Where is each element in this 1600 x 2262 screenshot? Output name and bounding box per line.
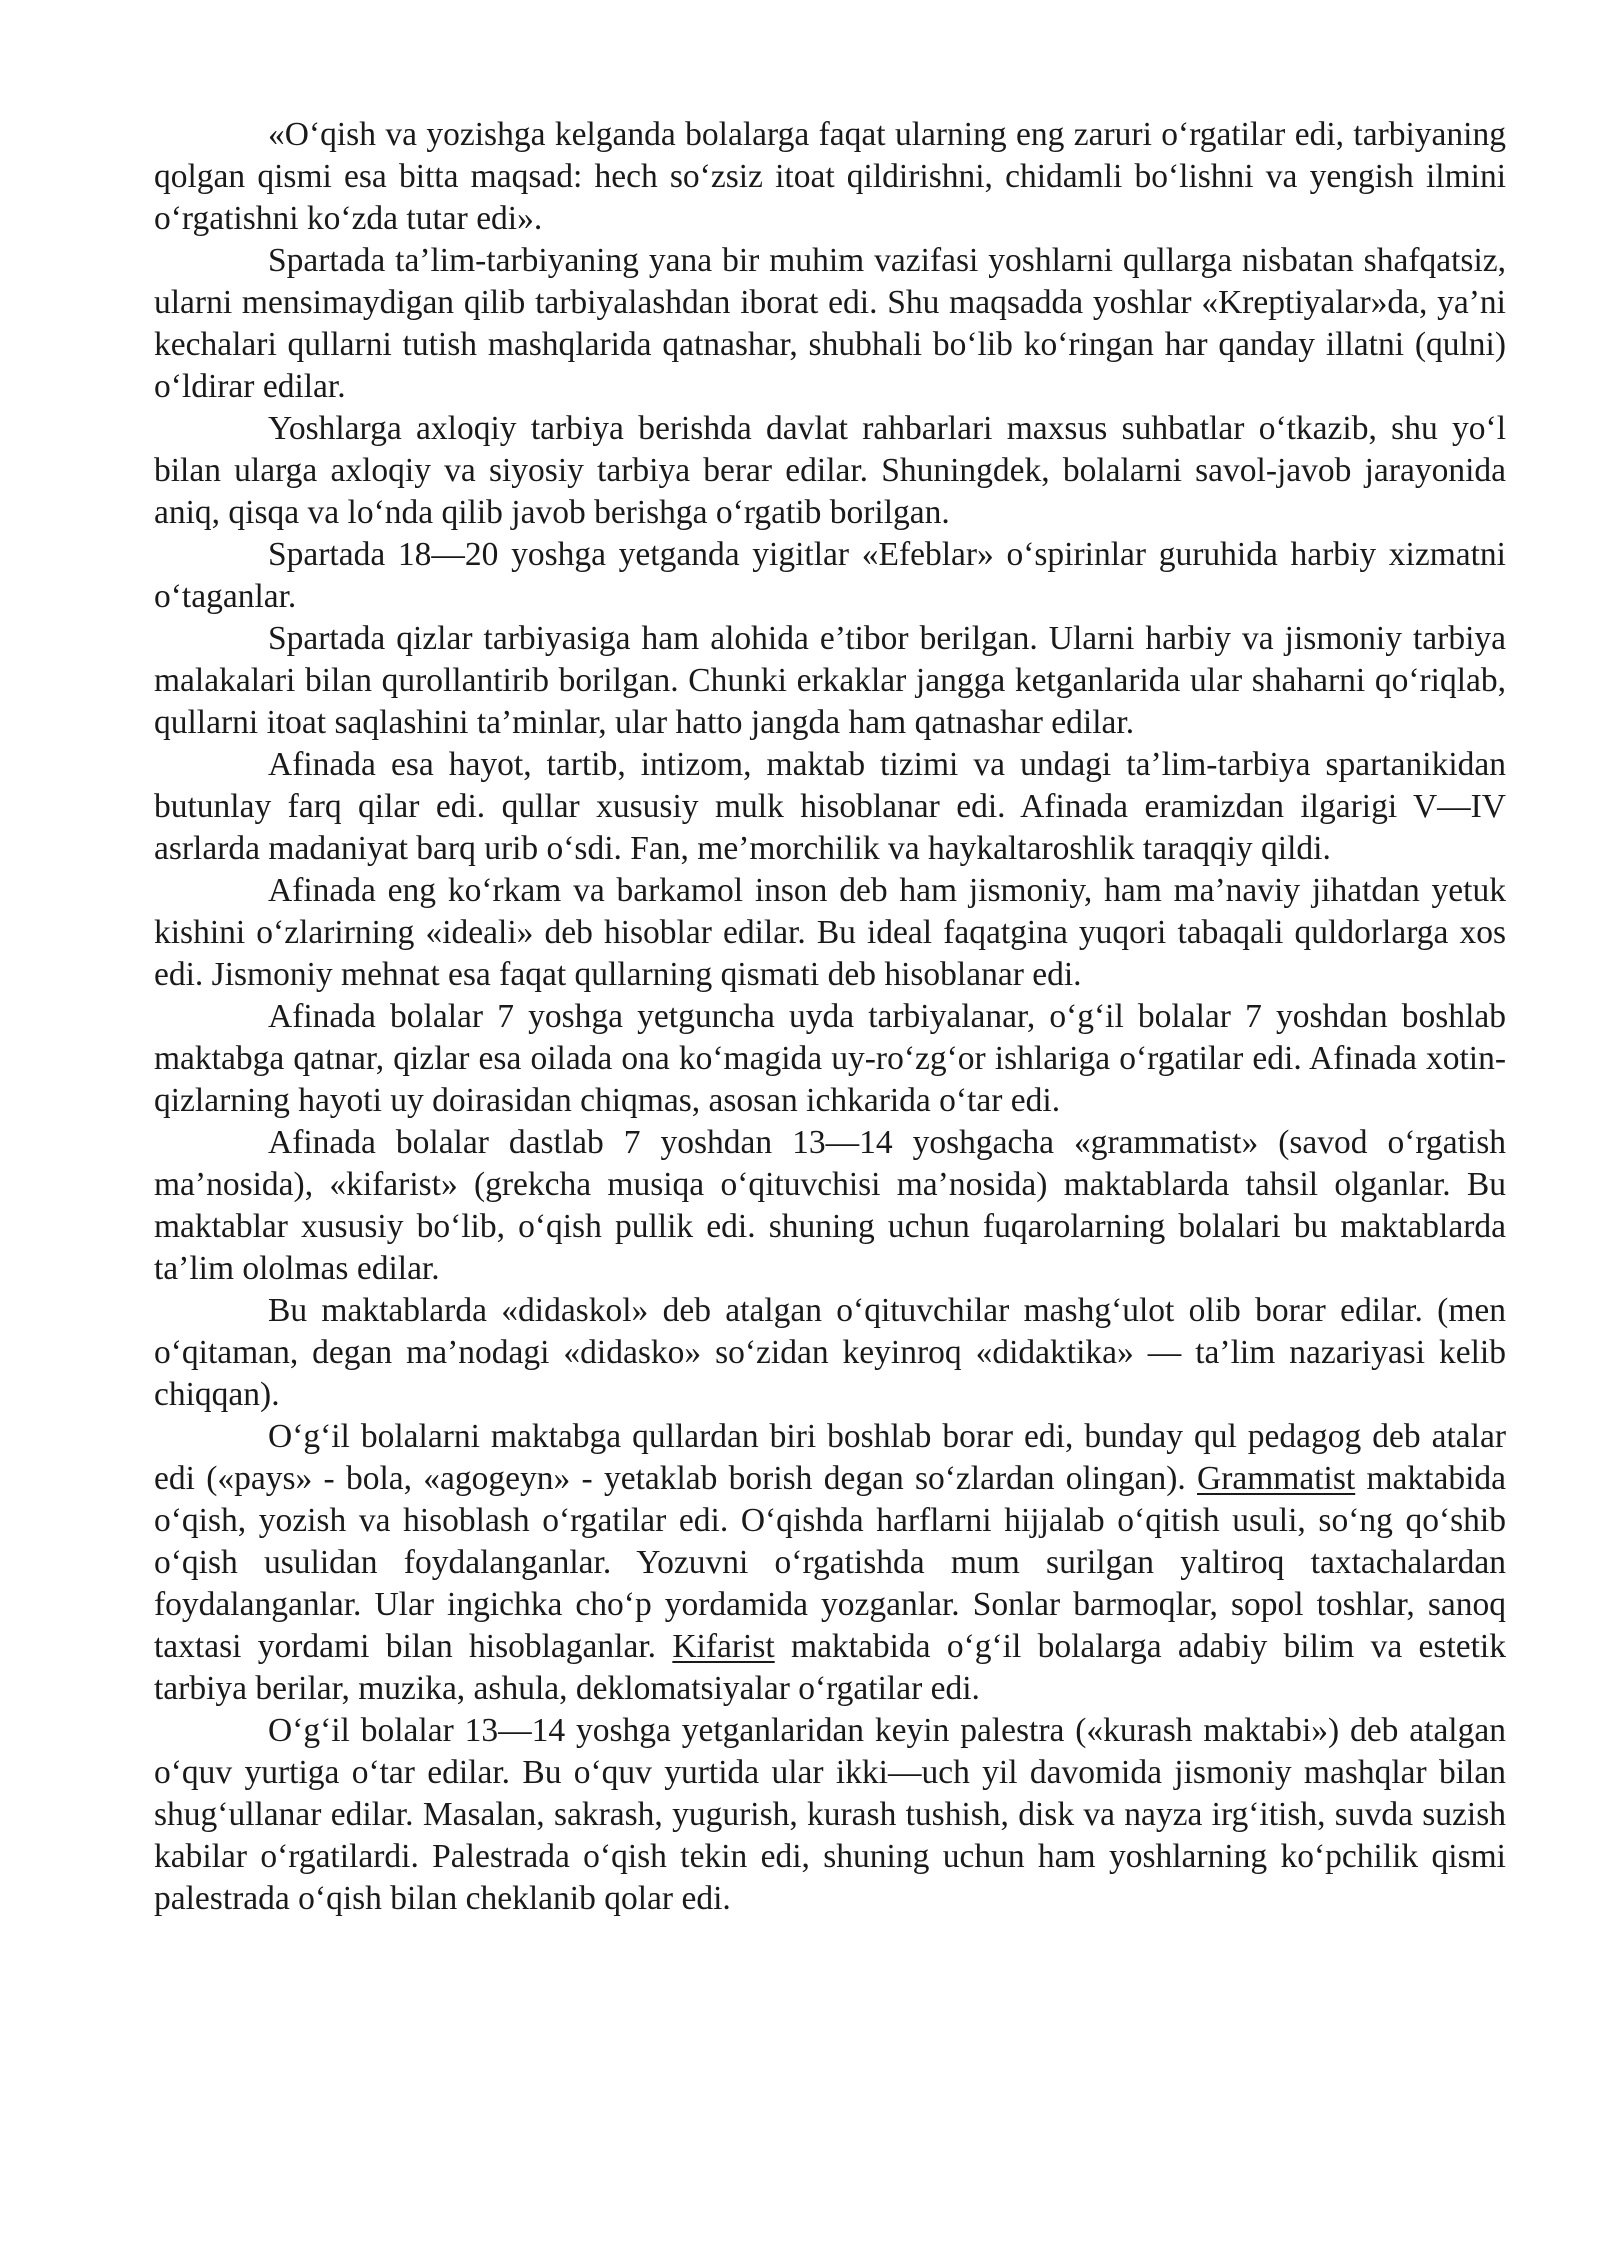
paragraph-11-part-a: O‘g‘il bolalarni maktabga qullardan biri boshlab borar edi, bunday qul pedagog deb atalar edi («pays» - bola, «agogeyn» - yetaklab borish degan so‘zlardan olingan). [154, 1418, 1506, 1497]
paragraph-9: Afinada bolalar dastlab 7 yoshdan 13—14 yoshgacha «grammatist» (savod o‘rgatish ma’nosida), «kifarist» (grekcha musiqa o‘qituvchisi ma’nosida) maktablarda tahsil olganlar. Bu maktablar xususiy bo‘lib, o‘qish pullik edi. shuning uchun fuqarolarning bolalari bu maktablarda ta’lim ololmas edilar. [154, 1124, 1506, 1287]
paragraph-2: Spartada ta’lim-tarbiyaning yana bir muhim vazifasi yoshlarni qullarga nisbatan shafqatsiz, ularni mensimaydigan qilib tarbiyalashdan iborat edi. Shu maqsadda yoshlar «Kreptiyalar»da, ya’ni kechalari qullarni tutish mashqlarida qatnashar, shubhali bo‘lib ko‘ringan har qanday illatni (qulni) o‘ldirar edilar. [154, 242, 1506, 405]
paragraph-8: Afinada bolalar 7 yoshga yetguncha uyda tarbiyalanar, o‘g‘il bolalar 7 yoshdan boshlab maktabga qatnar, qizlar esa oilada ona ko‘magida uy-ro‘zg‘or ishlariga o‘rgatilar edi. Afinada xotin-qizlarning hayoti uy doirasidan chiqmas, asosan ichkarida o‘tar edi. [154, 998, 1506, 1119]
grammatist-underlined-term: Grammatist [1197, 1460, 1356, 1497]
document-page [154, 114, 1506, 1920]
paragraph-11-part-b: maktabida o‘qish, yozish va hisoblash o‘rgatilar edi. O‘qishda harflarni hijjalab o‘qitish usuli, so‘ng qo‘shib o‘qish usulidan foydalanganlar. Yozuvni o‘rgatishda mum surilgan yaltiroq taxtachalardan foydalanganlar. Ular ingichka cho‘p yordamida yozganlar. Sonlar barmoqlar, sopol toshlar, sanoq taxtasi yordami bilan hisoblaganlar. [154, 1460, 1507, 1665]
paragraph-10: Bu maktablarda «didaskol» deb atalgan o‘qituvchilar mashg‘ulot olib borar edilar. (men o‘qitaman, degan ma’nodagi «didasko» so‘zidan keyinroq «didaktika» — ta’lim nazariyasi kelib chiqqan). [154, 1292, 1506, 1413]
paragraph-7: Afinada eng ko‘rkam va barkamol inson deb ham jismoniy, ham ma’naviy jihatdan yetuk kishini o‘zlarirning «ideali» deb hisoblar edilar. Bu ideal faqatgina yuqori tabaqali quldorlarga xos edi. Jismoniy mehnat esa faqat qullarning qismati deb hisoblanar edi. [154, 872, 1506, 993]
paragraph-3: Yoshlarga axloqiy tarbiya berishda davlat rahbarlari maxsus suhbatlar o‘tkazib, shu yo‘l bilan ularga axloqiy va siyosiy tarbiya berar edilar. Shuningdek, bolalarni savol-javob jarayonida aniq, qisqa va lo‘nda qilib javob berishga o‘rgatib borilgan. [154, 410, 1506, 531]
paragraph-6: Afinada esa hayot, tartib, intizom, maktab tizimi va undagi ta’lim-tarbiya spartanikidan butunlay farq qilar edi. qullar xususiy mulk hisoblanar edi. Afinada eramizdan ilgarigi V—IV asrlarda madaniyat barq urib o‘sdi. Fan, me’morchilik va haykaltaroshlik taraqqiy qildi. [154, 746, 1506, 867]
paragraph-11-part-c: maktabida o‘g‘il bolalarga adabiy bilim va estetik tarbiya berilar, muzika, ashula, deklomatsiyalar o‘rgatilar edi. [154, 1628, 1506, 1707]
kifarist-underlined-term: Kifarist [672, 1628, 775, 1665]
paragraph-11 [154, 1416, 1506, 1710]
paragraph-12: O‘g‘il bolalar 13—14 yoshga yetganlaridan keyin palestra («kurash maktabi») deb atalgan o‘quv yurtiga o‘tar edilar. Bu o‘quv yurtida ular ikki—uch yil davomida jismoniy mashqlar bilan shug‘ullanar edilar. Masalan, sakrash, yugurish, kurash tushish, disk va nayza irg‘itish, suvda suzish kabilar o‘rgatilardi. Palestrada o‘qish tekin edi, shuning uchun ham yoshlarning ko‘pchilik qismi palestrada o‘qish bilan cheklanib qolar edi. [154, 1712, 1506, 1917]
paragraph-5: Spartada qizlar tarbiyasiga ham alohida e’tibor berilgan. Ularni harbiy va jismoniy tarbiya malakalari bilan qurollantirib borilgan. Chunki erkaklar jangga ketganlarida ular shaharni qo‘riqlab, qullarni itoat saqlashini ta’minlar, ular hatto jangda ham qatnashar edilar. [154, 620, 1506, 741]
paragraph-1: «O‘qish va yozishga kelganda bolalarga faqat ularning eng zaruri o‘rgatilar edi, tarbiyaning qolgan qismi esa bitta maqsad: hech so‘zsiz itoat qildirishni, chidamli bo‘lishni va yengish ilmini o‘rgatishni ko‘zda tutar edi». [154, 116, 1506, 237]
paragraph-4: Spartada 18—20 yoshga yetganda yigitlar «Efeblar» o‘spirinlar guruhida harbiy xizmatni o‘taganlar. [154, 536, 1506, 615]
